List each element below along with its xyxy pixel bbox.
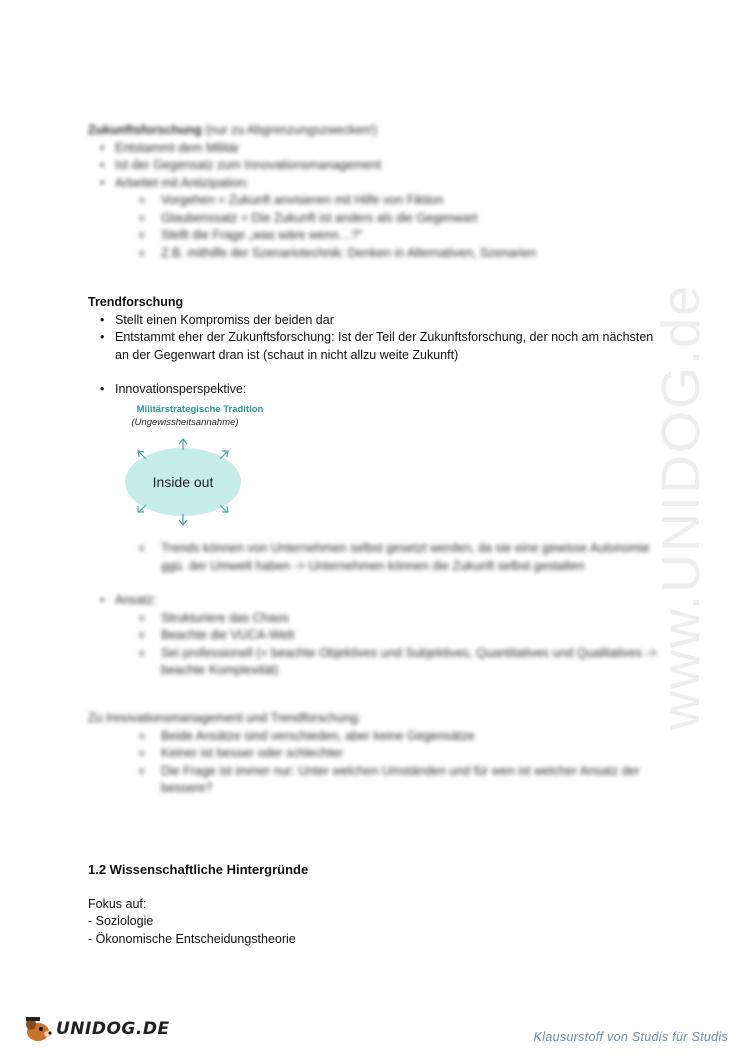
diagram-graphic [120,404,280,529]
inside-out-diagram [120,404,280,529]
footer-tagline: Klausurstoff von Studis für Studis [533,1030,728,1044]
arrow-downleft-icon [138,505,146,512]
blurred-title: Zukunftsforschung (nur zu Abgrenzungszwecken!) [88,123,377,137]
dog-mascot-icon [22,1014,56,1044]
blurred-subbullet: o Beachte die VUCA-Welt [115,627,668,645]
arrow-upleft-icon [138,451,146,459]
blurred-subbullet: o Keiner ist besser oder schlechter [115,745,668,763]
blurred-subbullet: o Z.B. mithilfe der Szenariotechnik: Denken in Alternativen, Szenarien [115,245,668,263]
footer-logo [22,1014,170,1044]
trendforschung-section [88,294,668,399]
section-heading: 1.2 Wissenschaftliche Hintergründe [88,862,309,877]
blurred-subbullet: o Sei professionell (= beachte Objektives und Subjektives, Quantitatives und Qualitatives -> beachte Komplexität) [115,645,668,680]
blurred-subbullet: o Strukturiere das Chaos [115,610,668,628]
trendforschung-title: Trendforschung [88,295,184,309]
blurred-zu-title: Zu Innovationsmanagement und Trendforschung: [88,711,362,725]
fokus-label: Fokus auf: [88,896,147,911]
blurred-bullet: • Entstammt dem Militär [88,140,668,158]
arrow-upright-icon [220,451,228,459]
section-wissenschaftliche-hintergruende [88,861,668,948]
diagram-subtitle: (Ungewissheitsannahme) [131,417,239,428]
blurred-zukunftsforschung-section [88,122,668,262]
trend-bullet-3: • Innovationsperspektive: [88,381,668,399]
arrow-downright-icon [220,505,228,512]
fokus-item-2: - Ökonomische Entscheidungstheorie [88,931,296,946]
blurred-bullet: • Arbeitet mit Antizipation: [88,175,668,193]
diagram-title: Militärstrategische Tradition [136,404,264,415]
watermark: www.UNIDOG.de [651,283,711,730]
blurred-subbullet: o Stellt die Frage „was wäre wenn…?“ [115,227,668,245]
trend-bullet-2: • Entstammt eher der Zukunftsforschung: Ist der Teil der Zukunftsforschung, der noch am nächsten an der Gegenwart dran ist (schaut in nicht allzu weite Zukunft) [88,329,668,364]
blurred-subbullet: o Vorgehen = Zukunft anvisieren mit Hilfe von Fiktion [115,192,668,210]
trend-bullet-1: • Stellt einen Kompromiss der beiden dar [88,312,668,330]
blurred-bullet: • Ansatz: [88,592,668,610]
blurred-subbullet: o Die Frage ist immer nur: Unter welchen Umständen und für wen ist welcher Ansatz der bessere? [115,763,668,798]
blurred-zu-section [88,710,668,798]
blurred-subbullet: o Trends können von Unternehmen selbst gesetzt werden, da sie eine gewisse Autonomie ggü. der Umwelt haben -> Unternehmen können die Zukunft selbst gestalten [115,540,668,575]
fokus-item-1: - Soziologie [88,914,154,928]
blurred-bullet: • Ist der Gegensatz zum Innovationsmanagement [88,157,668,175]
blurred-trends-section [88,540,668,680]
logo-text: UNIDOG.DE [56,1019,170,1039]
blurred-subbullet: o Beide Ansätze sind verschieden, aber keine Gegensätze [115,728,668,746]
diagram-center-label: Inside out [152,474,214,490]
blurred-subbullet: o Glaubenssatz = Die Zukunft ist anders als die Gegenwart [115,210,668,228]
